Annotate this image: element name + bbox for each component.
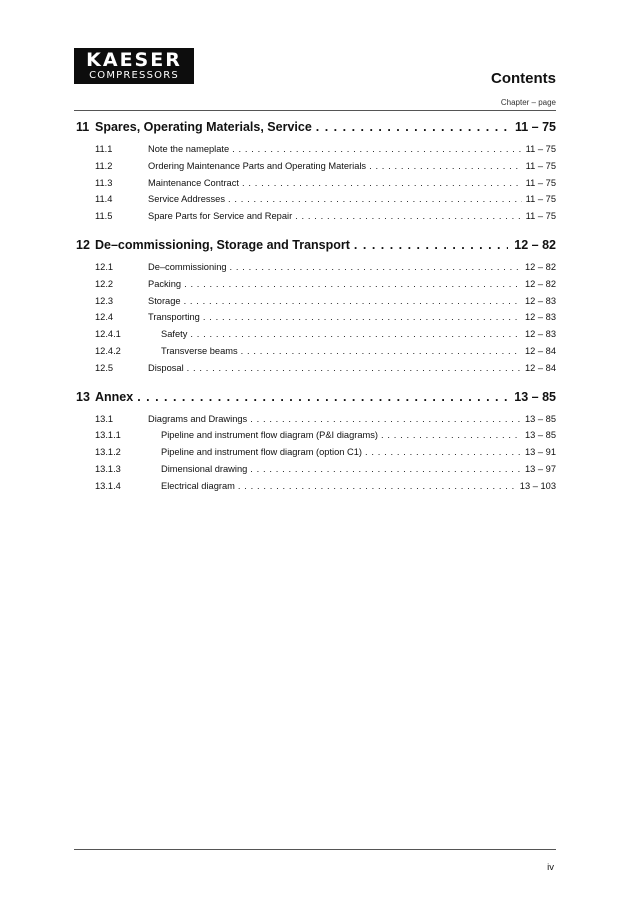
section-title: Pipeline and instrument flow diagram (option C1)	[161, 447, 363, 458]
chapter-title: De–commissioning, Storage and Transport	[95, 237, 350, 252]
section-number: 12.2	[95, 278, 114, 289]
section-title: Maintenance Contract	[148, 177, 239, 188]
section-number: 11.1	[95, 144, 113, 154]
section-title: Pipeline and instrument flow diagram (P&I diagrams)	[161, 430, 379, 441]
dot-leader	[203, 312, 521, 322]
section-number: 13.1.4	[95, 480, 121, 491]
section-title: De–commissioning	[148, 261, 227, 272]
chapter-block	[76, 238, 556, 380]
section-page: 12 – 84	[524, 345, 556, 356]
chapter-number: 13	[76, 389, 90, 404]
chapter-entry[interactable]	[76, 238, 556, 262]
section-title: Transverse beams	[161, 345, 238, 356]
dot-leader	[369, 161, 522, 171]
dot-leader	[316, 120, 509, 134]
section-page: 12 – 83	[524, 312, 556, 323]
section-number: 11.2	[95, 160, 113, 171]
section-page: 13 – 103	[519, 480, 556, 491]
section-entry[interactable]	[76, 262, 556, 279]
section-entry[interactable]	[76, 144, 556, 161]
section-title: Ordering Maintenance Parts and Operating Materials	[148, 160, 367, 171]
section-page: 11 – 75	[525, 144, 556, 154]
dot-leader	[381, 430, 521, 440]
section-number: 11.4	[95, 194, 113, 205]
page-number: iv	[547, 862, 554, 873]
chapter-page: 12 – 82	[514, 237, 556, 252]
logo-brand: KAESER	[86, 48, 182, 71]
section-entry[interactable]	[76, 296, 556, 313]
dot-leader	[184, 296, 521, 306]
header-divider	[74, 110, 556, 111]
dot-leader	[354, 238, 508, 252]
dot-leader	[250, 414, 521, 424]
dot-leader	[228, 194, 522, 204]
section-entry[interactable]	[76, 211, 556, 228]
section-title: Safety	[161, 329, 188, 340]
dot-leader	[137, 390, 508, 404]
section-title: Storage	[148, 295, 181, 306]
section-page: 12 – 82	[524, 261, 556, 272]
section-number: 12.1	[95, 261, 114, 272]
dot-leader	[241, 346, 521, 356]
chapter-block	[76, 390, 556, 498]
section-entry[interactable]	[76, 481, 556, 498]
section-number: 13.1.3	[95, 463, 121, 474]
section-page: 12 – 83	[524, 295, 556, 306]
section-entry[interactable]	[76, 279, 556, 296]
chapter-number: 11	[76, 120, 90, 134]
section-page: 11 – 75	[525, 194, 556, 205]
section-page: 12 – 84	[524, 362, 556, 373]
chapter-entry[interactable]	[76, 390, 556, 414]
section-entry[interactable]	[76, 329, 556, 346]
section-number: 11.5	[95, 211, 113, 222]
section-title: Service Addresses	[148, 194, 225, 205]
section-title: Packing	[148, 278, 182, 289]
section-title: Spare Parts for Service and Repair	[148, 211, 293, 222]
chapter-number: 12	[76, 237, 90, 252]
section-entry[interactable]	[76, 414, 556, 431]
logo-subtitle: COMPRESSORS	[89, 69, 179, 81]
section-number: 12.4.2	[95, 345, 121, 356]
section-number: 13.1	[95, 413, 114, 424]
footer-divider	[74, 849, 556, 850]
section-page: 12 – 82	[524, 278, 556, 289]
section-entry[interactable]	[76, 464, 556, 481]
section-page: 13 – 85	[524, 430, 556, 441]
section-page: 13 – 85	[524, 413, 556, 424]
dot-leader	[242, 178, 522, 188]
dot-leader	[184, 279, 521, 289]
table-of-contents	[76, 114, 556, 498]
section-entry[interactable]	[76, 161, 556, 178]
section-title: Dimensional drawing	[161, 463, 248, 474]
chapter-entry[interactable]	[76, 120, 556, 144]
section-page: 13 – 91	[524, 447, 556, 458]
section-title: Disposal	[148, 362, 184, 373]
chapter-title: Annex	[95, 389, 134, 404]
section-entry[interactable]	[76, 430, 556, 447]
section-entry[interactable]	[76, 178, 556, 195]
section-title: Transporting	[148, 312, 200, 323]
section-page: 11 – 75	[525, 177, 556, 188]
kaeser-logo	[74, 48, 194, 84]
section-number: 11.3	[95, 177, 113, 188]
dot-leader	[190, 329, 521, 339]
section-title: Electrical diagram	[161, 480, 235, 491]
section-page: 12 – 83	[524, 329, 556, 340]
dot-leader	[295, 211, 521, 221]
section-page: 11 – 75	[525, 160, 556, 171]
chapter-page: 11 – 75	[514, 120, 556, 134]
section-entry[interactable]	[76, 312, 556, 329]
section-entry[interactable]	[76, 346, 556, 363]
dot-leader	[232, 144, 522, 154]
section-entry[interactable]	[76, 363, 556, 380]
section-entry[interactable]	[76, 447, 556, 464]
dot-leader	[187, 363, 521, 373]
section-number: 12.4	[95, 312, 114, 323]
dot-leader	[250, 464, 521, 474]
section-number: 12.5	[95, 362, 114, 373]
chapter-page: 13 – 85	[514, 389, 556, 404]
section-number: 12.4.1	[95, 329, 121, 340]
dot-leader	[365, 447, 521, 457]
section-number: 13.1.1	[95, 430, 121, 441]
section-title: Diagrams and Drawings	[148, 413, 248, 424]
column-caption: Chapter – page	[500, 98, 556, 107]
section-title: Note the nameplate	[148, 144, 230, 154]
section-page: 13 – 97	[524, 463, 556, 474]
page-title: Contents	[491, 70, 556, 87]
section-page: 11 – 75	[525, 211, 556, 222]
section-entry[interactable]	[76, 194, 556, 211]
chapter-title: Spares, Operating Materials, Service	[95, 120, 312, 134]
section-number: 12.3	[95, 295, 114, 306]
chapter-block	[76, 120, 556, 228]
section-number: 13.1.2	[95, 447, 121, 458]
dot-leader	[238, 481, 516, 491]
dot-leader	[230, 262, 521, 272]
